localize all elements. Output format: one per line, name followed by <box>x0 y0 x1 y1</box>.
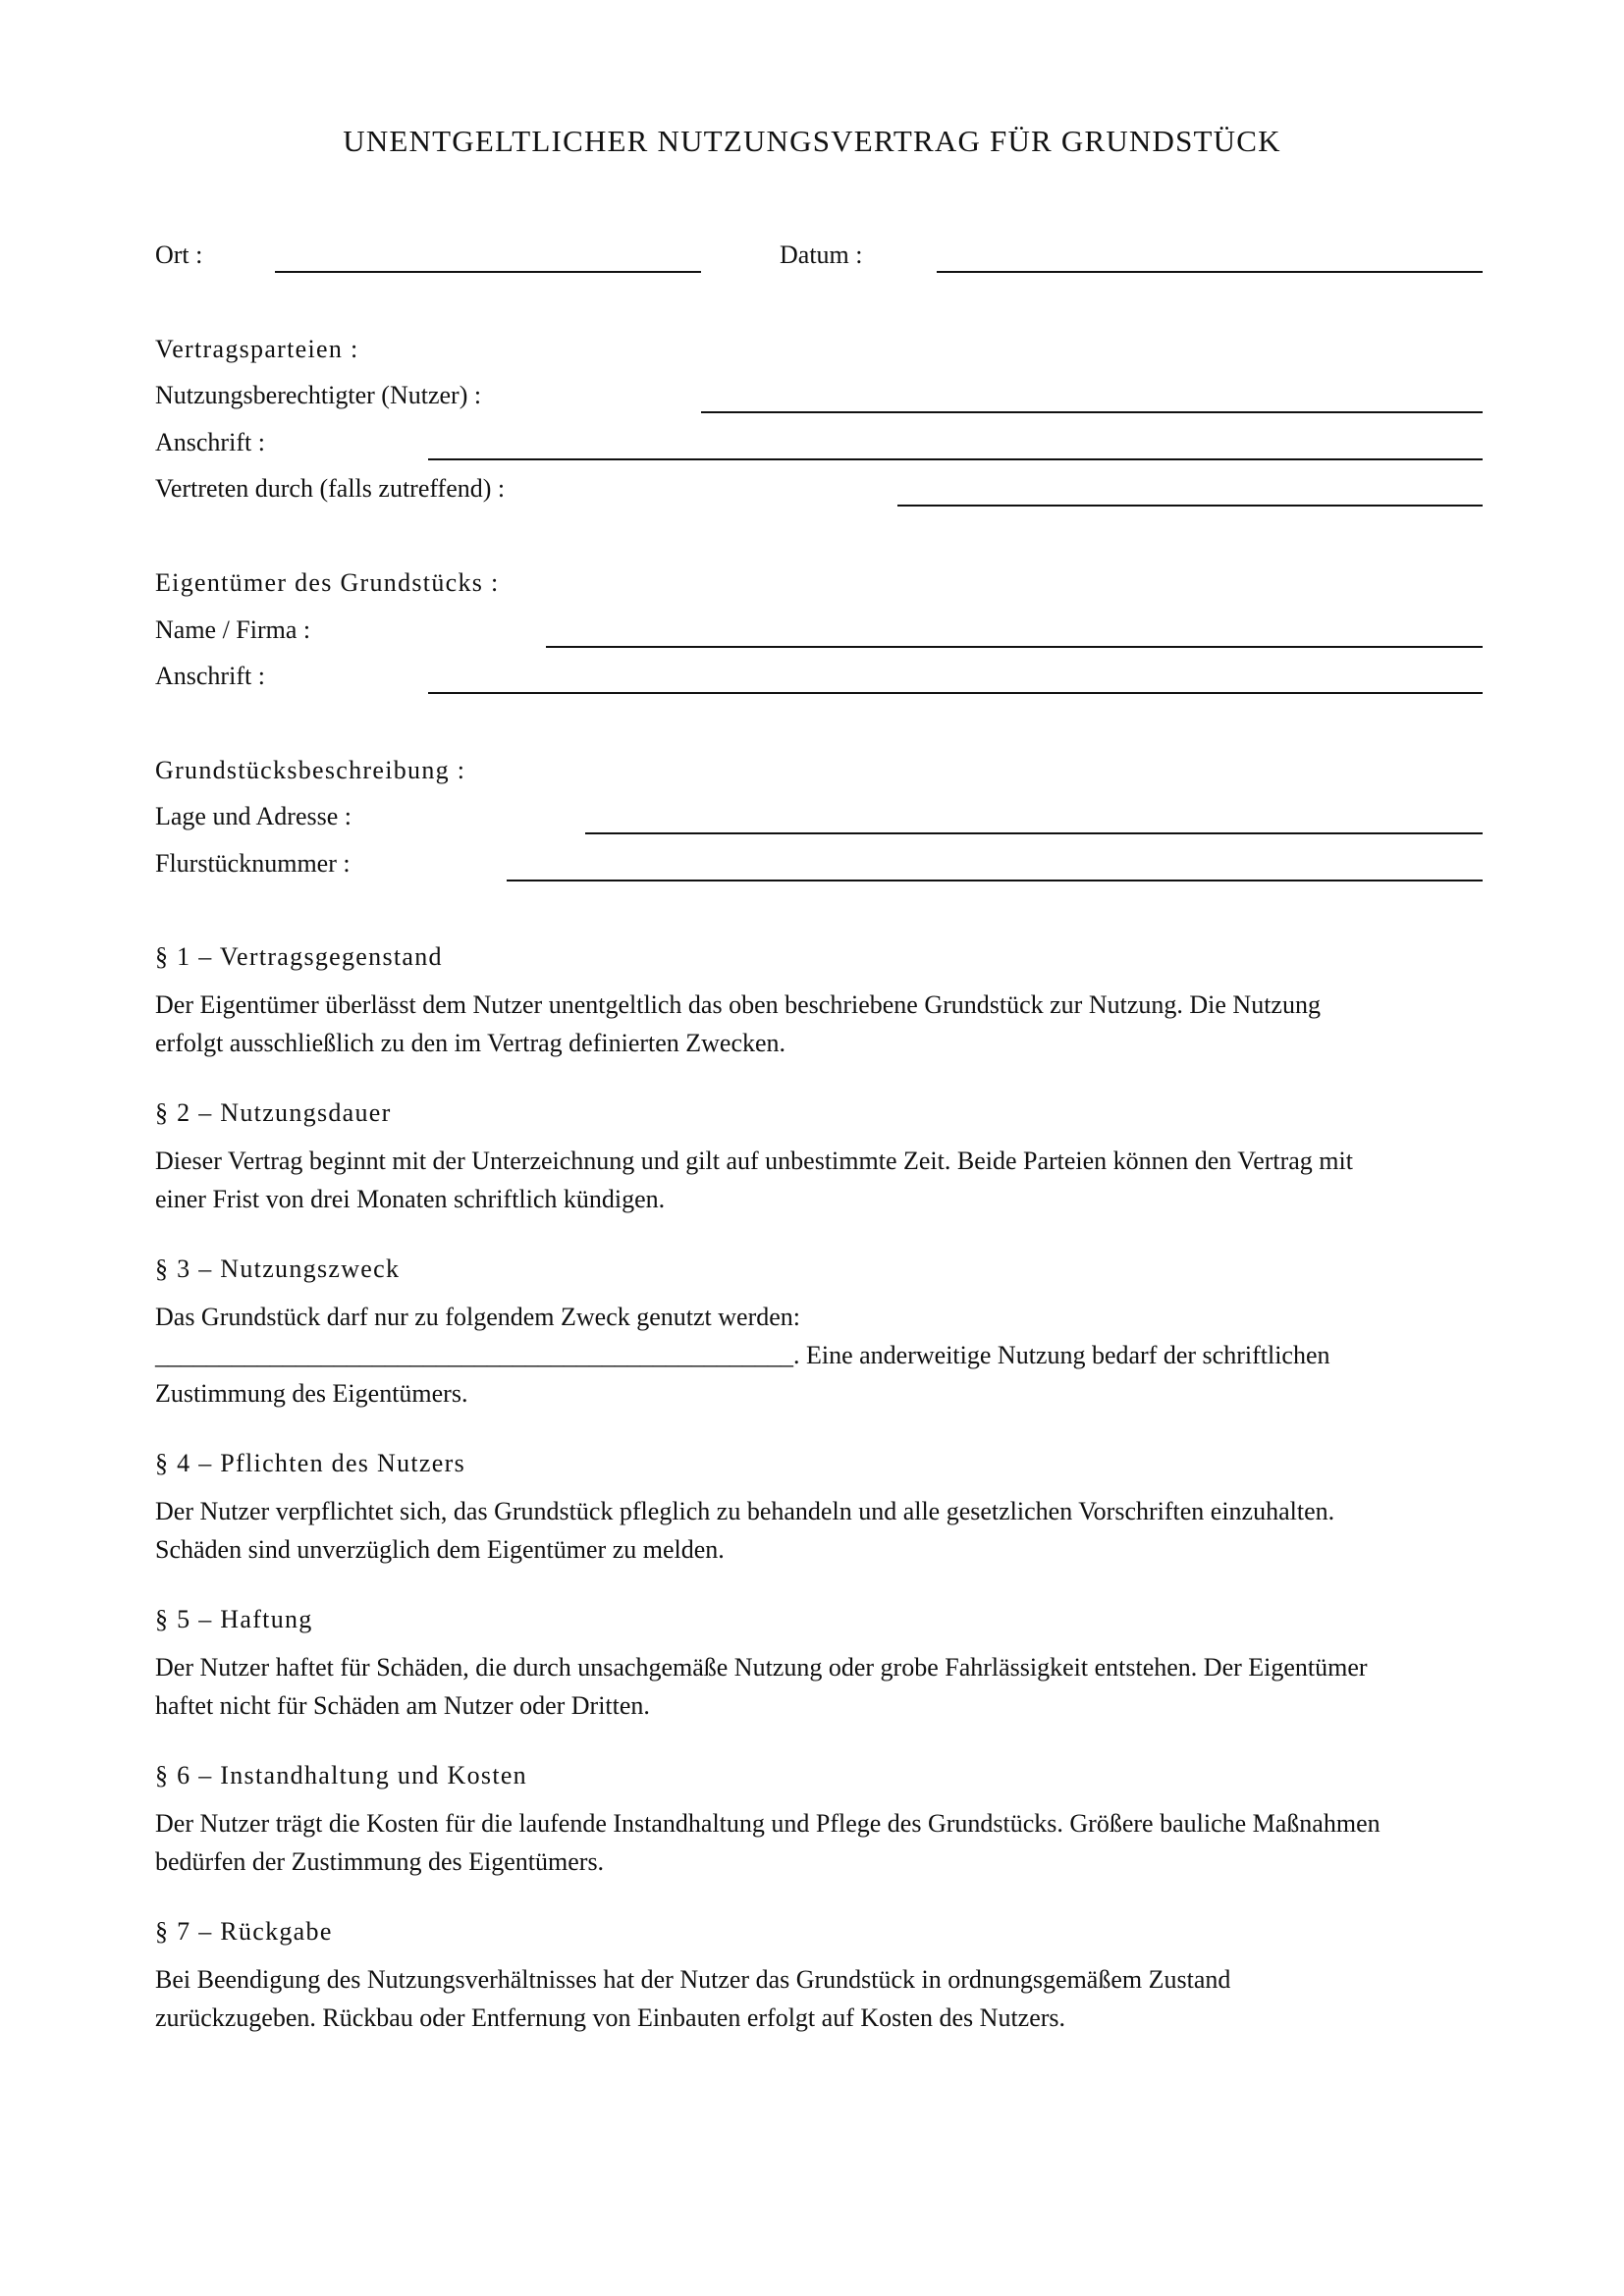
vertreten-label: Vertreten durch (falls zutreffend) : <box>155 474 506 503</box>
section-2-text: Dieser Vertrag beginnt mit der Unterzeichnung und gilt auf unbestimmte Zeit. Beide Parteien können den Vertrag mit einer Frist von drei Monaten schriftlich kündigen. <box>155 1147 1353 1213</box>
section-2-heading: § 2 – Nutzungsdauer <box>155 1098 392 1127</box>
nutzer-anschrift-label: Anschrift : <box>155 428 265 456</box>
datum-label: Datum : <box>780 240 863 269</box>
section-4-text: Der Nutzer verpflichtet sich, das Grundstück pfleglich zu behandeln und alle gesetzlichen Vorschriften einzuhalten. Schäden sind unverzüglich dem Eigentümer zu melden. <box>155 1497 1335 1564</box>
ort-input-line[interactable] <box>275 271 701 273</box>
grundstueck-heading: Grundstücksbeschreibung : <box>155 756 466 784</box>
section-1-heading: § 1 – Vertragsgegenstand <box>155 942 443 971</box>
section-5-heading: § 5 – Haftung <box>155 1605 313 1633</box>
flurstueck-input-line[interactable] <box>507 880 1483 881</box>
vertreten-input-line[interactable] <box>897 505 1483 507</box>
lage-label: Lage und Adresse : <box>155 802 352 830</box>
eigentuemer-heading: Eigentümer des Grundstücks : <box>155 568 500 597</box>
document-title: UNENTGELTLICHER NUTZUNGSVERTRAG FÜR GRUNDSTÜCK <box>343 124 1281 158</box>
eigentuemer-name-label: Name / Firma : <box>155 615 311 644</box>
eigentuemer-anschrift-label: Anschrift : <box>155 662 265 690</box>
section-3-heading: § 3 – Nutzungszweck <box>155 1255 401 1283</box>
section-1-text: Der Eigentümer überlässt dem Nutzer unentgeltlich das oben beschriebene Grundstück zur Nutzung. Die Nutzung erfolgt ausschließlich zu den im Vertrag definierten Zwecken. <box>155 990 1321 1057</box>
section-6-text: Der Nutzer trägt die Kosten für die laufende Instandhaltung und Pflege des Grundstücks. Größere bauliche Maßnahmen bedürfen der Zustimmung des Eigentümers. <box>155 1809 1380 1876</box>
section-5-text: Der Nutzer haftet für Schäden, die durch unsachgemäße Nutzung oder grobe Fahrlässigkeit entstehen. Der Eigentümer haftet nicht für Schäden am Nutzer oder Dritten. <box>155 1653 1368 1720</box>
section-3-text: Das Grundstück darf nur zu folgendem Zweck genutzt werden: __________________________________________________. Eine anderweitige Nutzung bedarf der schriftlichen Zustimmung des Eigentümers. <box>155 1303 1330 1408</box>
eigentuemer-anschrift-input-line[interactable] <box>428 692 1483 694</box>
datum-input-line[interactable] <box>937 271 1483 273</box>
vertragsparteien-heading: Vertragsparteien : <box>155 335 359 363</box>
section-7-heading: § 7 – Rückgabe <box>155 1917 333 1946</box>
ort-label: Ort : <box>155 240 203 269</box>
nutzer-input-line[interactable] <box>701 411 1483 413</box>
section-7-text: Bei Beendigung des Nutzungsverhältnisses hat der Nutzer das Grundstück in ordnungsgemäßem Zustand zurückzugeben. Rückbau oder Entfernung von Einbauten erfolgt auf Kosten des Nutzers. <box>155 1965 1231 2032</box>
section-4-heading: § 4 – Pflichten des Nutzers <box>155 1449 465 1477</box>
flurstueck-label: Flurstücknummer : <box>155 849 351 878</box>
section-6-heading: § 6 – Instandhaltung und Kosten <box>155 1761 527 1789</box>
eigentuemer-name-input-line[interactable] <box>546 646 1483 648</box>
lage-input-line[interactable] <box>585 832 1483 834</box>
nutzer-anschrift-input-line[interactable] <box>428 458 1483 460</box>
nutzer-label: Nutzungsberechtigter (Nutzer) : <box>155 381 482 409</box>
